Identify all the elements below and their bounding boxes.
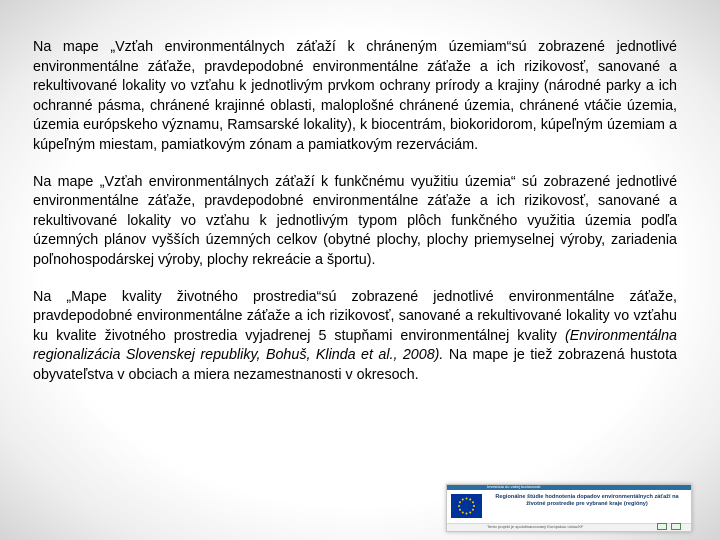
eu-flag-icon: [451, 494, 482, 518]
footer-funding-note: Tento projekt je spolufinancovaný Európskou úniou/KF: [487, 524, 584, 529]
paragraph-2-intro: Na mape: [33, 173, 100, 190]
paragraph-2-text: sú zobrazené jednotlivé environmentálne záťaže, pravdepodobné environmentálne záťaže a ich rizikovosť, sanované a rekultivované lokality vo vzťahu k jednotlivým typom plôch funkčného využitia územia podľa územných plánov vyšších územných celkov (obytné plochy, plochy priemyselnej výroby, zariadenia poľnohospodárskej výroby, plochy rekreácie a športu).: [33, 173, 678, 268]
map-title-land-use: „Vzťah environmentálnych záťaží k funkčnému využitiu územia“: [99, 173, 516, 190]
paragraph-3-intro: Na: [33, 288, 67, 305]
partner-logo-icon: [671, 523, 681, 530]
map-title-environment-quality: „Mape kvality životného prostredia“: [66, 288, 322, 305]
paragraph-1: [33, 38, 677, 156]
footer-bottom-band: [447, 523, 691, 531]
map-title-protected-areas: „Vzťah environmentálnych záťaží k chráneným územiam“: [110, 39, 512, 55]
paragraph-3: [33, 288, 677, 386]
slide-body: [33, 38, 677, 403]
project-footer-logo: [446, 484, 692, 532]
paragraph-3-text: sú zobrazené jednotlivé environmentálne záťaže, pravdepodobné environmentálne záťaže a ich rizikovosť, sanované a rekultivované lokality vo vzťahu ku kvalite životného prostredia vyjadrenej 5 stupňami environmentálnej kvality: [33, 288, 678, 344]
paragraph-2: [33, 173, 677, 271]
citation: (Environmentálna regionalizácia Slovenskej republiky, Bohuš, Klinda et al., 2008).: [33, 327, 677, 364]
paragraph-3-ending: Na mape je tiež zobrazená hustota obyvateľstva v obciach a miera nezamestnanosti v okresoch.: [33, 347, 677, 383]
paragraph-1-intro: Na mape: [33, 39, 111, 55]
paragraph-1-text: sú zobrazené jednotlivé environmentálne záťaže, pravdepodobné environmentálne záťaže a ich rizikovosť, sanované a rekultivované lokality vo vzťahu k jednotlivým prvkom ochrany prírody a krajiny (národné parky a ich ochranné pásma, chránené krajinné oblasti, maloplošné chránené územia, chránené vtáčie územia, územia európskeho významu, Ramsarské lokality), k biocentrám, biokoridorom, kúpeľným územiam a kúpeľným miestam, pamiatkovým zónam a pamiatkovým rezerváciám.: [33, 39, 677, 153]
footer-project-title: Regionálne štúdie hodnotenia dopadov environmentálnych záťaží na životné prostredie pre vybrané kraje (regióny): [495, 494, 679, 507]
footer-slogan: Investícia do vašej budúcnosti: [487, 484, 541, 489]
partner-logo-icon: [657, 523, 667, 530]
footer-top-band: [447, 485, 691, 490]
